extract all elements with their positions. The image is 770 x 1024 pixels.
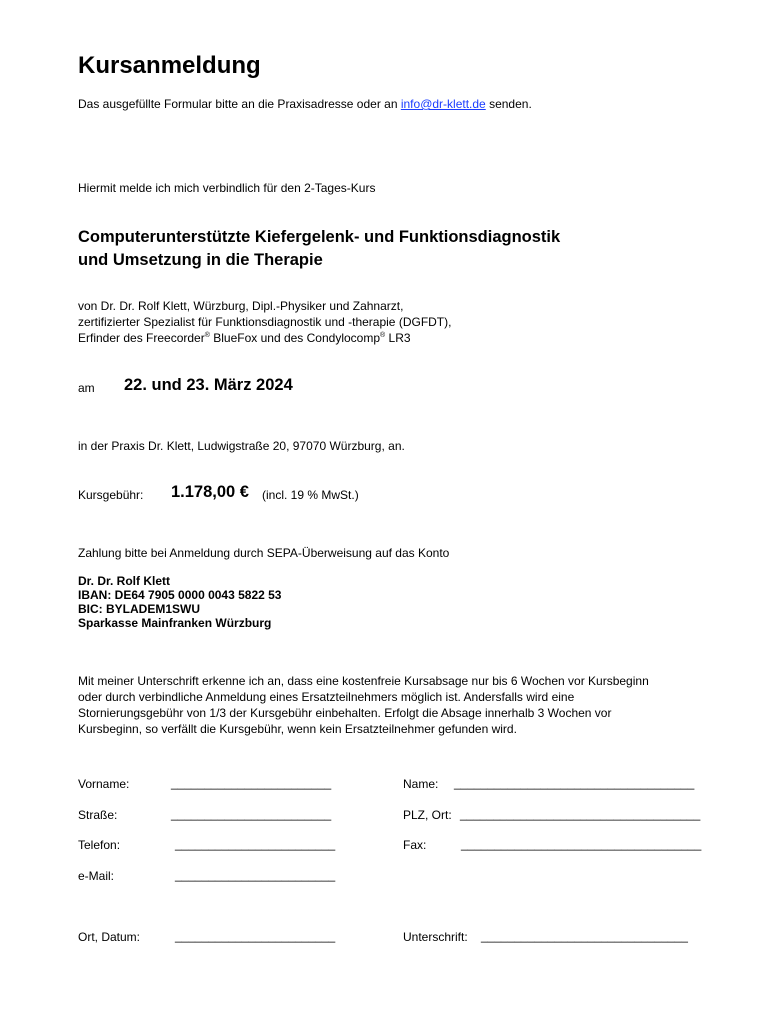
strasse-label: Straße: xyxy=(78,808,118,822)
plz-ort-field[interactable]: ____________________________________ xyxy=(460,807,701,821)
registration-line: Hiermit melde ich mich verbindlich für den 2-Tages-Kurs xyxy=(78,181,376,195)
name-field[interactable]: ____________________________________ xyxy=(454,776,695,790)
date-value: 22. und 23. März 2024 xyxy=(124,376,293,394)
email-label: e-Mail: xyxy=(78,869,115,883)
unterschrift-label: Unterschrift: xyxy=(403,930,468,944)
bank-details xyxy=(78,574,281,630)
ort-datum-field[interactable]: ________________________ xyxy=(175,929,336,943)
name-label: Name: xyxy=(403,777,439,791)
strasse-field[interactable]: ________________________ xyxy=(171,807,332,821)
bank-bic: BIC: BYLADEM1SWU xyxy=(78,602,200,616)
speaker-line-2: zertifizierter Spezialist für Funktionsdiagnostik und -therapie (DGFDT), xyxy=(78,315,452,329)
course-title-line-2: und Umsetzung in die Therapie xyxy=(78,251,323,269)
telefon-label: Telefon: xyxy=(78,838,121,852)
course-title-line-1: Computerunterstützte Kiefergelenk- und Funktionsdiagnostik xyxy=(78,228,561,246)
plz-ort-label: PLZ, Ort: xyxy=(403,808,452,822)
speaker-info xyxy=(78,298,451,346)
speaker-line-3b: BlueFox und des Condylocomp xyxy=(209,331,381,345)
date-label: am xyxy=(78,381,95,395)
fax-field[interactable]: ____________________________________ xyxy=(461,837,702,851)
speaker-line-3 xyxy=(78,330,451,346)
intro-before: Das ausgefüllte Formular bitte an die Praxisadresse oder an xyxy=(78,97,401,111)
location-text: in der Praxis Dr. Klett, Ludwigstraße 20, 97070 Würzburg, an. xyxy=(78,439,405,453)
speaker-line-3a: Erfinder des Freecorder xyxy=(78,331,205,345)
terms-text xyxy=(78,673,718,737)
bank-iban: IBAN: DE64 7905 0000 0043 5822 53 xyxy=(78,588,282,602)
terms-line-3: Stornierungsgebühr von 1/3 der Kursgebühr einbehalten. Erfolgt die Absage innerhalb 3 Wochen vor xyxy=(78,706,612,720)
intro-text xyxy=(78,97,532,111)
registered-mark-2: ® xyxy=(380,332,386,339)
registered-mark-1: ® xyxy=(204,332,210,339)
course-title xyxy=(78,226,560,272)
fee-label: Kursgebühr: xyxy=(78,488,144,502)
bank-institution: Sparkasse Mainfranken Würzburg xyxy=(78,616,272,630)
terms-line-1: Mit meiner Unterschrift erkenne ich an, dass eine kostenfreie Kursabsage nur bis 6 Wochen vor Kursbeginn xyxy=(78,674,649,688)
ort-datum-label: Ort, Datum: xyxy=(78,930,141,944)
intro-after: senden. xyxy=(485,97,532,111)
vorname-label: Vorname: xyxy=(78,777,130,791)
email-link[interactable]: info@dr-klett.de xyxy=(400,97,486,111)
payment-line: Zahlung bitte bei Anmeldung durch SEPA-Überweisung auf das Konto xyxy=(78,546,450,560)
page-title: Kursanmeldung xyxy=(78,52,261,79)
unterschrift-field[interactable]: _______________________________ xyxy=(481,929,688,943)
speaker-line-3c: LR3 xyxy=(385,331,411,345)
fee-note: (incl. 19 % MwSt.) xyxy=(262,488,359,502)
vorname-field[interactable]: ________________________ xyxy=(171,776,332,790)
terms-line-4: Kursbeginn, so verfällt die Kursgebühr, wenn kein Ersatzteilnehmer gefunden wird. xyxy=(78,722,517,736)
terms-line-2: oder durch verbindliche Anmeldung eines Ersatzteilnehmers möglich ist. Andersfalls wird eine xyxy=(78,690,575,704)
speaker-line-1: von Dr. Dr. Rolf Klett, Würzburg, Dipl.-Physiker und Zahnarzt, xyxy=(78,299,404,313)
fee-value: 1.178,00 € xyxy=(171,483,249,501)
fax-label: Fax: xyxy=(403,838,427,852)
bank-account-holder: Dr. Dr. Rolf Klett xyxy=(78,574,171,588)
email-field[interactable]: ________________________ xyxy=(175,868,336,882)
telefon-field[interactable]: ________________________ xyxy=(175,837,336,851)
